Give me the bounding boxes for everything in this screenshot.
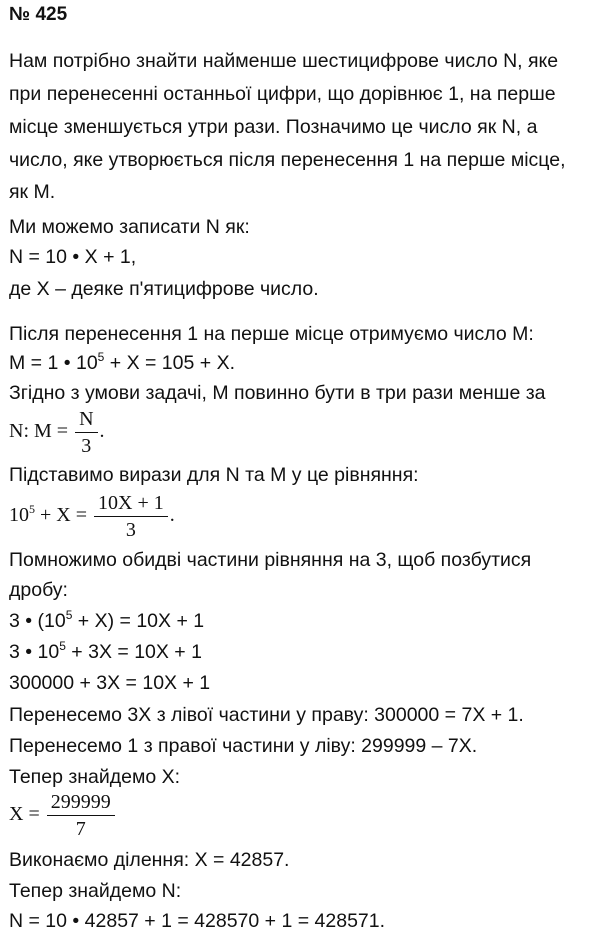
text-line: Нам потрібно знайти найменше шестицифрове число N, яке — [9, 50, 559, 72]
equation-line — [9, 640, 202, 664]
equation-lhs: N: M = — [9, 420, 74, 443]
x-equation — [9, 789, 117, 842]
denominator: 7 — [75, 818, 86, 840]
text-line: Ми можемо записати N як: — [9, 216, 250, 238]
exponent: 5 — [29, 502, 35, 517]
text-line: місце зменшується утри рази. Позначимо це число як N, а — [9, 116, 538, 138]
exponent: 5 — [97, 350, 105, 364]
exponent: 5 — [59, 639, 66, 653]
text-line: Помножимо обидві частини рівняння на 3, щоб позбутися — [9, 549, 532, 571]
equation-part: + X = 105 + X. — [104, 352, 235, 374]
text-line: Перенесемо 3X з лівої частини у праву: 300000 = 7X + 1. — [9, 704, 524, 726]
equation-line: N = 10 • X + 1, — [9, 246, 137, 268]
text-line: дробу: — [9, 579, 68, 601]
text-line: Після перенесення 1 на перше місце отримуємо число M: — [9, 323, 534, 345]
exponent: 5 — [65, 608, 73, 622]
text-line: Тепер знайдемо X: — [9, 766, 181, 788]
denominator: 3 — [125, 519, 136, 541]
numerator: 299999 — [47, 789, 115, 816]
equation-part: 3 • 10 — [9, 641, 60, 663]
substituted-equation — [9, 490, 175, 543]
text-line: Тепер знайдемо N: — [9, 880, 182, 902]
equation-tail: . — [169, 504, 175, 527]
equation-part: M = 1 • 10 — [9, 352, 98, 374]
equation-tail: . — [99, 420, 105, 443]
text-line: де X – деяке п'ятицифрове число. — [9, 278, 319, 300]
equation-line: N = 10 • 42857 + 1 = 428570 + 1 = 428571. — [9, 910, 386, 932]
equation-line: 300000 + 3X = 10X + 1 — [9, 672, 211, 694]
equation-part: 10 — [9, 504, 29, 527]
fraction — [94, 490, 168, 543]
denominator: 3 — [81, 435, 92, 457]
text-line: як M. — [9, 181, 56, 203]
text-line: при перенесенні останньої цифри, що дорівнює 1, на перше — [9, 83, 556, 105]
text-line: Підставимо вирази для N та M у це рівняння: — [9, 464, 419, 486]
equation-part: + X = — [35, 504, 93, 527]
equation-line — [9, 351, 235, 375]
ratio-equation — [9, 406, 105, 459]
equation-lhs: X = — [9, 803, 45, 826]
equation-part: 3 • (10 — [9, 610, 66, 632]
text-line: Перенесемо 1 з правої частини у ліву: 299999 – 7X. — [9, 735, 478, 757]
equation-part: + 3X = 10X + 1 — [65, 641, 202, 663]
equation-line — [9, 609, 204, 633]
fraction — [75, 406, 97, 459]
text-line: число, яке утворюється після перенесення 1 на перше місце, — [9, 149, 566, 171]
numerator: 10X + 1 — [94, 490, 168, 517]
problem-number: № 425 — [9, 4, 68, 25]
text-line: Згідно з умови задачі, M повинно бути в три рази менше за — [9, 382, 546, 404]
numerator: N — [75, 406, 97, 433]
equation-part: + X) = 10X + 1 — [72, 610, 205, 632]
text-line: Виконаємо ділення: X = 42857. — [9, 849, 290, 871]
fraction — [47, 789, 115, 842]
